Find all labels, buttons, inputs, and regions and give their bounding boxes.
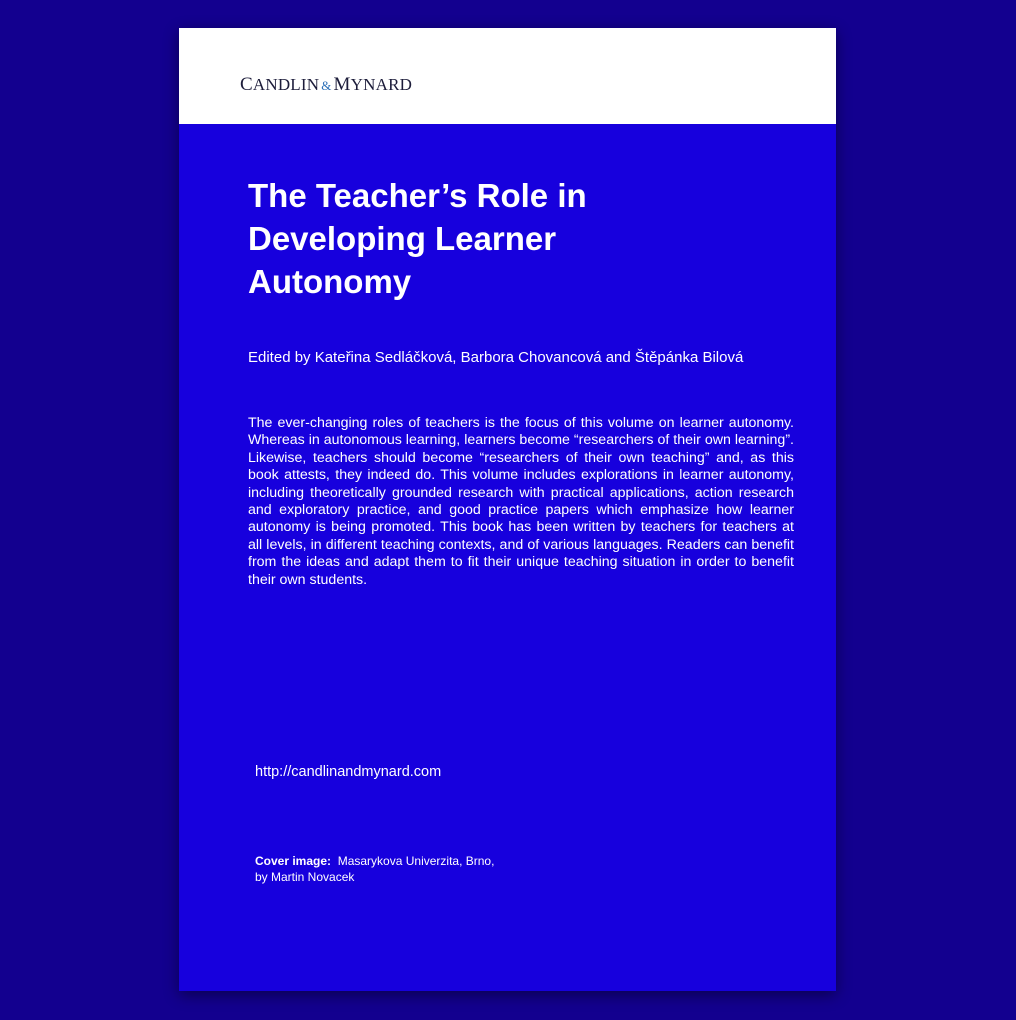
publisher-header-band: [179, 28, 836, 124]
logo-initial-m: M: [333, 74, 351, 95]
publisher-url: http://candlinandmynard.com: [255, 764, 442, 780]
book-back-cover: [179, 28, 836, 991]
cover-image-credit-line2: by Martin Novacek: [255, 870, 355, 884]
logo-text-andlin: ANDLIN: [252, 75, 320, 94]
book-editors: Edited by Kateřina Sedláčková, Barbora Chovancová and Štěpánka Bilová: [248, 349, 744, 366]
publisher-logo: [240, 74, 412, 96]
cover-image-credit-line1: Masarykova Univerzita, Brno,: [337, 854, 495, 868]
logo-ampersand: &: [321, 78, 332, 93]
logo-text-ynard: YNARD: [350, 75, 413, 94]
book-blurb: The ever-changing roles of teachers is the focus of this volume on learner autonomy. Whereas in autonomous learning, learners become “researchers of their own learning”. Likewise, teachers should become “researchers of their own teaching” and, as this book attests, they indeed do. This volume includes explorations in learner autonomy, including theoretically grounded research with practical applications, action research and exploratory practice, and good practice papers which emphasize how learner autonomy is being promoted. This book has been written by teachers for teachers at all levels, in different teaching contexts, and of various languages. Readers can benefit from the ideas and adapt them to fit their unique teaching situation in order to benefit their own students.: [248, 415, 794, 588]
cover-image-label: Cover image:: [255, 854, 332, 868]
cover-image-credit: [255, 853, 494, 885]
book-title: The Teacher’s Role in Developing Learner Autonomy: [248, 177, 587, 300]
logo-initial-c: C: [240, 74, 253, 95]
